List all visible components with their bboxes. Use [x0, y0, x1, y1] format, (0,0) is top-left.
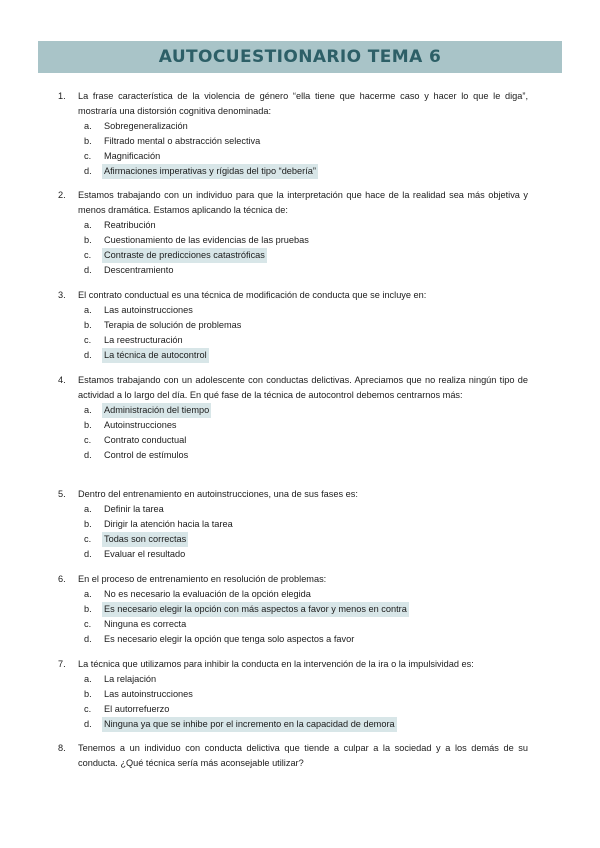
answer-option-c[interactable]	[84, 333, 528, 348]
correct-option-text: Afirmaciones imperativas y rígidas del tipo “debería”	[102, 164, 318, 179]
option-letter: d.	[84, 450, 92, 460]
correct-option-text: Contraste de predicciones catastróficas	[102, 248, 267, 263]
question-text: La técnica que utilizamos para inhibir la conducta en la intervención de la ira o la impulsividad es:	[78, 659, 474, 669]
option-letter: d.	[84, 549, 92, 559]
option-text: Terapia de solución de problemas	[104, 320, 242, 330]
title-banner	[38, 41, 562, 73]
option-letter: b.	[84, 136, 92, 146]
option-letter: a.	[84, 405, 92, 415]
question-number: 4.	[58, 375, 66, 385]
answer-option-d[interactable]	[84, 547, 528, 562]
question-8	[58, 741, 528, 771]
answer-option-b[interactable]	[84, 602, 528, 617]
option-letter: b.	[84, 420, 92, 430]
answer-option-a[interactable]	[84, 672, 528, 687]
option-text: Las autoinstrucciones	[104, 689, 193, 699]
option-list	[58, 119, 528, 179]
option-letter: a.	[84, 121, 92, 131]
answer-option-a[interactable]	[84, 587, 528, 602]
option-letter: d.	[84, 634, 92, 644]
option-text: La relajación	[104, 674, 157, 684]
question-4	[58, 373, 528, 463]
option-text: Control de estímulos	[104, 450, 189, 460]
question-stem	[58, 741, 528, 771]
question-2	[58, 188, 528, 278]
question-6	[58, 572, 528, 647]
answer-option-d[interactable]	[84, 717, 528, 732]
question-text: Estamos trabajando con un individuo para que la interpretación que hace de la realidad sea más objetiva y menos dramática. Estamos aplicando la técnica de:	[78, 190, 528, 215]
question-stem	[58, 657, 528, 672]
answer-option-a[interactable]	[84, 502, 528, 517]
option-letter: a.	[84, 220, 92, 230]
correct-option-text: La técnica de autocontrol	[102, 348, 209, 363]
option-text: Definir la tarea	[104, 504, 164, 514]
question-text: Tenemos a un individuo con conducta delictiva que tiende a culpar a la sociedad y a los demás de su conducta. ¿Qué técnica sería más aconsejable utilizar?	[78, 743, 528, 768]
question-number: 5.	[58, 489, 66, 499]
question-text: La frase característica de la violencia de género “ella tiene que hacerme caso y hacer lo que le diga”, mostraría una distorsión cognitiva denominada:	[78, 91, 528, 116]
answer-option-c[interactable]	[84, 532, 528, 547]
option-text: Magnificación	[104, 151, 161, 161]
option-list	[58, 403, 528, 463]
option-text: Reatribución	[104, 220, 156, 230]
option-letter: c.	[84, 335, 92, 345]
answer-option-a[interactable]	[84, 403, 528, 418]
option-letter: c.	[84, 151, 92, 161]
answer-option-c[interactable]	[84, 617, 528, 632]
question-stem	[58, 487, 528, 502]
option-letter: c.	[84, 704, 92, 714]
option-letter: b.	[84, 235, 92, 245]
option-text: Cuestionamiento de las evidencias de las pruebas	[104, 235, 309, 245]
answer-option-c[interactable]	[84, 433, 528, 448]
question-stem	[58, 188, 528, 218]
option-text: Ninguna es correcta	[104, 619, 187, 629]
option-letter: c.	[84, 534, 92, 544]
option-list	[58, 502, 528, 562]
option-letter: c.	[84, 435, 92, 445]
option-text: La reestructuración	[104, 335, 183, 345]
option-letter: d.	[84, 350, 92, 360]
option-list	[58, 303, 528, 363]
answer-option-b[interactable]	[84, 517, 528, 532]
answer-option-a[interactable]	[84, 303, 528, 318]
question-number: 7.	[58, 659, 66, 669]
correct-option-text: Es necesario elegir la opción con más aspectos a favor y menos en contra	[102, 602, 409, 617]
option-letter: a.	[84, 589, 92, 599]
answer-option-a[interactable]	[84, 218, 528, 233]
answer-option-b[interactable]	[84, 134, 528, 149]
answer-option-c[interactable]	[84, 248, 528, 263]
option-letter: d.	[84, 265, 92, 275]
page-title: AUTOCUESTIONARIO TEMA 6	[158, 47, 442, 67]
option-letter: d.	[84, 166, 92, 176]
option-letter: c.	[84, 619, 92, 629]
question-1	[58, 89, 528, 179]
option-text: Dirigir la atención hacia la tarea	[104, 519, 233, 529]
option-text: Las autoinstrucciones	[104, 305, 193, 315]
question-stem	[58, 288, 528, 303]
question-number: 1.	[58, 91, 66, 101]
answer-option-d[interactable]	[84, 632, 528, 647]
option-list	[58, 672, 528, 732]
answer-option-d[interactable]	[84, 164, 528, 179]
answer-option-b[interactable]	[84, 418, 528, 433]
option-text: Contrato conductual	[104, 435, 187, 445]
option-text: No es necesario la evaluación de la opción elegida	[104, 589, 311, 599]
question-text: Dentro del entrenamiento en autoinstrucciones, una de sus fases es:	[78, 489, 358, 499]
option-text: Es necesario elegir la opción que tenga solo aspectos a favor	[104, 634, 355, 644]
answer-option-d[interactable]	[84, 263, 528, 278]
option-list	[58, 587, 528, 647]
answer-option-d[interactable]	[84, 448, 528, 463]
correct-option-text: Todas son correctas	[102, 532, 188, 547]
option-letter: a.	[84, 674, 92, 684]
option-letter: b.	[84, 519, 92, 529]
question-text: En el proceso de entrenamiento en resolución de problemas:	[78, 574, 327, 584]
option-text: Evaluar el resultado	[104, 549, 186, 559]
option-letter: b.	[84, 689, 92, 699]
question-number: 3.	[58, 290, 66, 300]
option-letter: a.	[84, 504, 92, 514]
option-letter: c.	[84, 250, 92, 260]
option-list	[58, 218, 528, 278]
answer-option-b[interactable]	[84, 687, 528, 702]
option-text: Autoinstrucciones	[104, 420, 177, 430]
answer-option-b[interactable]	[84, 233, 528, 248]
answer-option-c[interactable]	[84, 702, 528, 717]
option-letter: b.	[84, 604, 92, 614]
option-text: Sobregeneralización	[104, 121, 188, 131]
question-7	[58, 657, 528, 732]
question-number: 8.	[58, 743, 66, 753]
question-number: 2.	[58, 190, 66, 200]
option-text: El autorrefuerzo	[104, 704, 170, 714]
question-5	[58, 487, 528, 562]
question-stem	[58, 572, 528, 587]
answer-option-d[interactable]	[84, 348, 528, 363]
answer-option-a[interactable]	[84, 119, 528, 134]
option-letter: b.	[84, 320, 92, 330]
question-text: El contrato conductual es una técnica de modificación de conducta que se incluye en:	[78, 290, 427, 300]
question-number: 6.	[58, 574, 66, 584]
question-stem	[58, 89, 528, 119]
answer-option-c[interactable]	[84, 149, 528, 164]
question-stem	[58, 373, 528, 403]
option-text: Descentramiento	[104, 265, 174, 275]
option-text: Filtrado mental o abstracción selectiva	[104, 136, 261, 146]
correct-option-text: Ninguna ya que se inhibe por el incremento en la capacidad de demora	[102, 717, 397, 732]
question-text: Estamos trabajando con un adolescente con conductas delictivas. Apreciamos que no realiza ningún tipo de actividad a lo largo del día. En qué fase de la técnica de autocontrol debemos centrarnos más:	[78, 375, 528, 400]
question-3	[58, 288, 528, 363]
correct-option-text: Administración del tiempo	[102, 403, 211, 418]
option-letter: d.	[84, 719, 92, 729]
option-letter: a.	[84, 305, 92, 315]
answer-option-b[interactable]	[84, 318, 528, 333]
